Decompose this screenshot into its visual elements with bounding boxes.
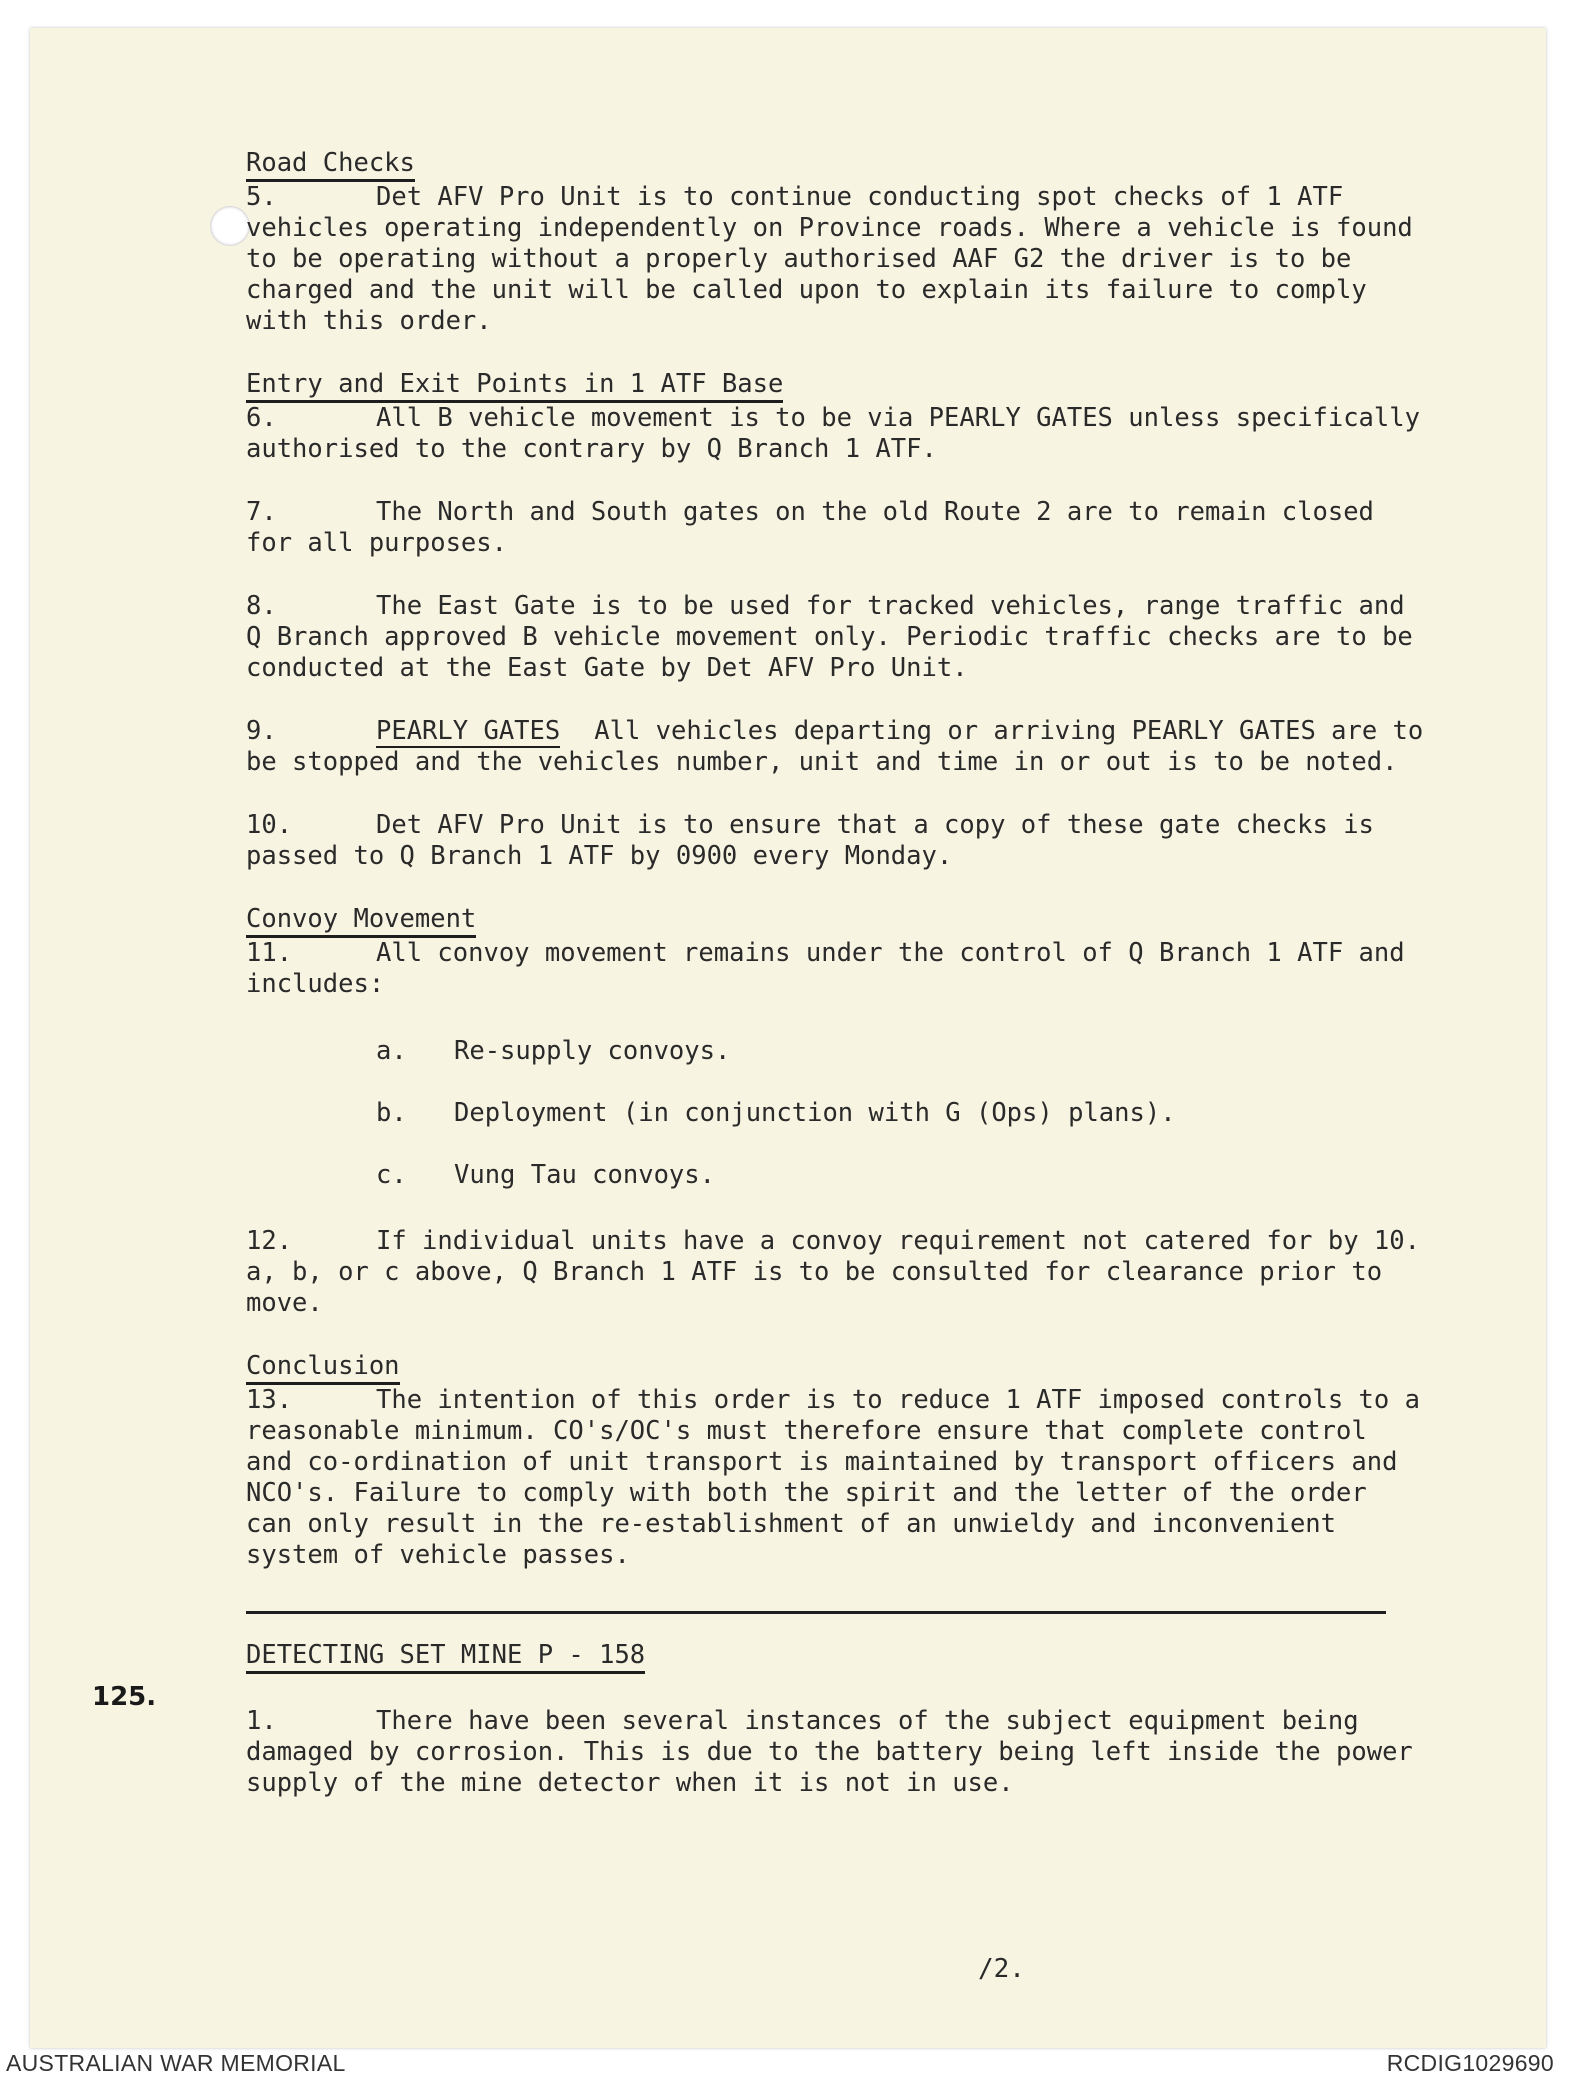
paragraph-number: 6. xyxy=(246,403,277,433)
entry-exit-heading: Entry and Exit Points in 1 ATF Base xyxy=(246,370,783,403)
mine-detector-heading: DETECTING SET MINE P - 158 xyxy=(246,1641,645,1674)
pearly-gates-inline-heading: PEARLY GATES xyxy=(376,716,561,746)
paragraph-12 xyxy=(246,1226,1436,1319)
item-text: Re-supply convoys. xyxy=(454,1036,731,1066)
list-item xyxy=(246,1020,1426,1082)
paragraph-text: If individual units have a convoy requirement not catered for by 10. a, b, or c above, Q Branch 1 ATF is to be consulted for clearance prior to move. xyxy=(246,1226,1436,1318)
paragraph-number: 8. xyxy=(246,591,277,621)
conclusion-heading: Conclusion xyxy=(246,1352,400,1385)
paragraph-text: All vehicles departing or arriving PEARLY GATES are to be stopped and the vehicles number, unit and time in or out is to be noted. xyxy=(246,716,1439,777)
paragraph-text: All B vehicle movement is to be via PEARLY GATES unless specifically authorised to the contrary by Q Branch 1 ATF. xyxy=(246,403,1436,464)
paragraph-number: 9. xyxy=(246,716,277,746)
paragraph-5 xyxy=(246,182,1429,337)
paragraph-8 xyxy=(246,591,1429,684)
item-letter: c. xyxy=(376,1160,407,1190)
paragraph-number: 12. xyxy=(246,1226,293,1256)
convoy-types-list xyxy=(246,1020,1426,1206)
paragraph-number: 5. xyxy=(246,182,277,212)
continuation-page-marker: /2. xyxy=(978,1954,1025,1984)
list-item xyxy=(246,1082,1426,1144)
paragraph-number: 10. xyxy=(246,810,293,840)
paragraph-number: 13. xyxy=(246,1385,293,1415)
paragraph-text: The East Gate is to be used for tracked vehicles, range traffic and Q Branch approved B vehicle movement only. Periodic traffic checks are to be conducted at the East Gate by Det AFV Pro Unit. xyxy=(246,591,1429,683)
punch-hole xyxy=(210,206,250,246)
paragraph-9 xyxy=(246,716,1439,778)
convoy-movement-heading: Convoy Movement xyxy=(246,905,476,938)
item-letter: a. xyxy=(376,1036,407,1066)
paragraph-text: The intention of this order is to reduce 1 ATF imposed controls to a reasonable minimum. CO's/OC's must therefore ensure that complete control and co-ordination of unit transport is maintained by transport officers and NCO's. Failure to comply with both the spirit and the letter of the order can only result in the re-establishment of an unwieldy and inconvenient system of vehicle passes. xyxy=(246,1385,1436,1570)
paragraph-6 xyxy=(246,403,1436,465)
footer-record-id: RCDIG1029690 xyxy=(1386,2050,1554,2076)
document-body xyxy=(246,148,1439,1799)
paragraph-number: 11. xyxy=(246,938,293,968)
item-number-125: 125. xyxy=(92,1682,157,1712)
paragraph-text: Det AFV Pro Unit is to ensure that a copy of these gate checks is passed to Q Branch 1 ATF by 0900 every Monday. xyxy=(246,810,1390,871)
paragraph-10 xyxy=(246,810,1426,872)
paragraph-text: Det AFV Pro Unit is to continue conducting spot checks of 1 ATF vehicles operating independently on Province roads. Where a vehicle is found to be operating without a properly authorised AAF G2 the driver is to be charged and the unit will be called upon to explain its failure to comply with this order. xyxy=(246,182,1429,336)
footer-archive-name: AUSTRALIAN WAR MEMORIAL xyxy=(6,2050,346,2076)
paragraph-text: There have been several instances of the subject equipment being damaged by corrosion. This is due to the battery being left inside the power supply of the mine detector when it is not in use. xyxy=(246,1706,1429,1798)
paragraph-mine-1 xyxy=(246,1706,1429,1799)
paragraph-text: The North and South gates on the old Route 2 are to remain closed for all purposes. xyxy=(246,497,1390,558)
section-divider xyxy=(246,1611,1386,1614)
paragraph-13 xyxy=(246,1385,1436,1571)
paragraph-11 xyxy=(246,938,1426,1000)
paragraph-number: 1. xyxy=(246,1706,277,1736)
road-checks-heading: Road Checks xyxy=(246,149,415,182)
item-text: Deployment (in conjunction with G (Ops) plans). xyxy=(454,1098,1176,1128)
paragraph-number: 7. xyxy=(246,497,277,527)
item-text: Vung Tau convoys. xyxy=(454,1160,715,1190)
list-item xyxy=(246,1144,1426,1206)
item-letter: b. xyxy=(376,1098,407,1128)
paragraph-text: All convoy movement remains under the control of Q Branch 1 ATF and includes: xyxy=(246,938,1420,999)
paragraph-7 xyxy=(246,497,1426,559)
